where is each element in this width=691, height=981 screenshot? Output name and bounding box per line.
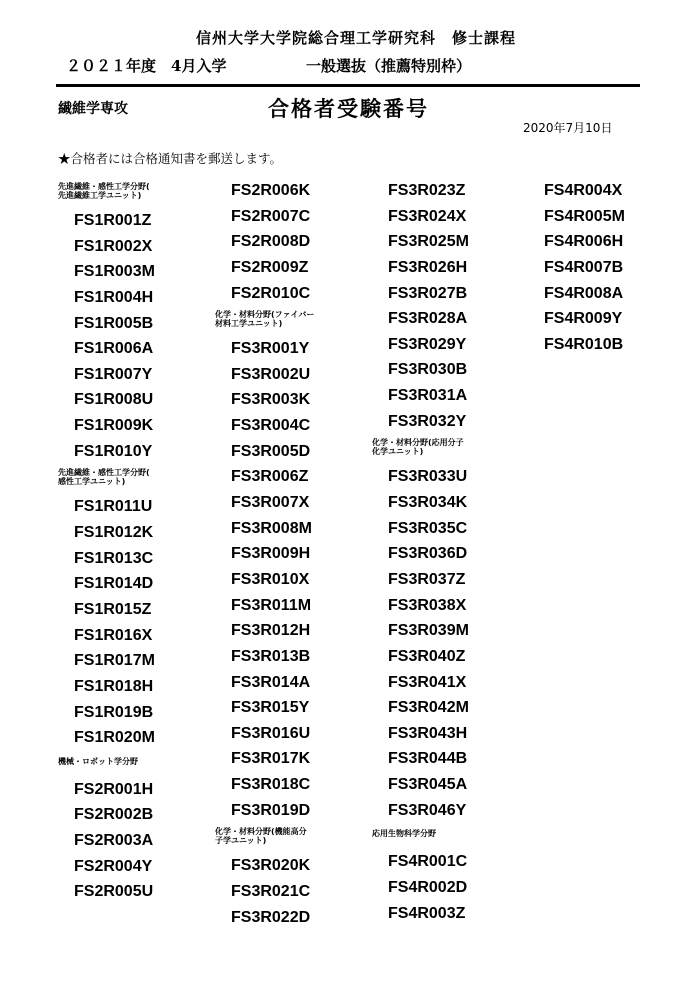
candidate-number: FS3R008M — [231, 519, 312, 537]
candidate-number: FS3R017K — [231, 750, 311, 768]
candidate-number: FS1R011U — [74, 498, 153, 516]
candidate-number: FS3R001Y — [231, 340, 310, 358]
candidate-number: FS3R010X — [231, 570, 310, 588]
candidate-number: FS3R016U — [231, 724, 311, 742]
candidate-number: FS3R024X — [388, 207, 467, 225]
candidate-number: FS3R043H — [388, 724, 468, 742]
candidate-number: FS3R018C — [231, 776, 311, 794]
field-group-label: 化学・材料分野(機能高分 子学ユニット) — [215, 827, 307, 846]
candidate-number: FS3R034K — [388, 494, 468, 512]
candidate-number: FS4R005M — [544, 207, 625, 225]
candidate-number: FS1R001Z — [74, 212, 152, 229]
candidate-number: FS3R026H — [388, 258, 468, 276]
candidate-number: FS1R016X — [74, 626, 153, 644]
candidate-number: FS3R009H — [231, 545, 311, 563]
number-column-1 — [58, 178, 208, 905]
candidate-number: FS1R019B — [74, 703, 154, 721]
candidate-number: FS2R001H — [74, 780, 154, 798]
candidate-number: FS3R021C — [231, 883, 311, 901]
candidate-number: FS1R006A — [74, 340, 154, 358]
candidate-number: FS2R002B — [74, 806, 154, 824]
candidate-number: FS3R029Y — [388, 335, 467, 353]
candidate-number: FS3R041X — [388, 673, 467, 691]
field-group-label: 応用生物科学分野 — [372, 829, 436, 839]
candidate-number: FS4R010B — [544, 335, 624, 353]
candidate-number: FS1R009K — [74, 417, 154, 435]
candidate-number: FS3R025M — [388, 233, 469, 251]
field-group-label: 化学・材料分野(ファイバー 材料工学ユニット) — [215, 310, 315, 329]
candidate-number: FS3R014A — [231, 673, 311, 691]
candidate-number: FS3R035C — [388, 519, 468, 537]
release-date: 2020年7月10日 — [523, 121, 613, 135]
header-rule — [56, 84, 640, 87]
candidate-number: FS1R007Y — [74, 365, 153, 383]
candidate-number: FS2R010C — [231, 284, 311, 302]
number-column-3 — [372, 178, 522, 926]
candidate-number: FS2R009Z — [231, 258, 309, 276]
candidate-number: FS3R013B — [231, 647, 311, 665]
candidate-number: FS2R006K — [231, 182, 311, 199]
candidate-number: FS1R004H — [74, 288, 154, 306]
candidate-number: FS1R003M — [74, 263, 155, 281]
candidate-number: FS3R031A — [388, 387, 468, 405]
candidate-number: FS3R038X — [388, 596, 467, 614]
candidate-number: FS3R039M — [388, 622, 469, 640]
field-group-label: 化学・材料分野(応用分子 化学ユニット) — [372, 438, 464, 457]
candidate-number: FS3R020K — [231, 857, 311, 875]
candidate-number: FS1R008U — [74, 391, 154, 409]
notice-text: ★合格者には合格通知書を郵送します。 — [58, 151, 283, 166]
candidate-number: FS2R004Y — [74, 857, 153, 875]
candidate-number: FS3R003K — [231, 391, 311, 409]
candidate-number: FS2R007C — [231, 207, 311, 225]
candidate-number: FS3R028A — [388, 310, 468, 328]
number-column-4 — [528, 178, 678, 357]
candidate-number: FS3R042M — [388, 699, 469, 717]
candidate-number: FS2R005U — [74, 883, 154, 901]
candidate-number: FS1R015Z — [74, 600, 152, 618]
field-group-label: 機械・ロボット学分野 — [58, 756, 138, 766]
page-title: 合格者受験番号 — [268, 96, 429, 121]
header-line-1: 信州大学大学院総合理工学研究科 修士課程 — [196, 29, 517, 47]
candidate-number: FS3R040Z — [388, 647, 466, 665]
candidate-number: FS3R045A — [388, 776, 468, 794]
header-year: ２０２１年度 4月入学 — [66, 57, 227, 75]
candidate-number: FS3R022D — [231, 908, 311, 926]
candidate-number: FS4R008A — [544, 284, 624, 302]
candidate-number: FS3R019D — [231, 801, 311, 819]
candidate-number: FS3R015Y — [231, 699, 310, 717]
candidate-number: FS4R002D — [388, 879, 468, 897]
candidate-number: FS4R006H — [544, 233, 624, 251]
candidate-number: FS3R002U — [231, 365, 311, 383]
candidate-number: FS3R046Y — [388, 801, 467, 819]
candidate-number: FS1R020M — [74, 729, 155, 747]
candidate-number: FS3R036D — [388, 545, 468, 563]
candidate-number: FS3R005D — [231, 442, 311, 460]
candidate-number: FS3R007X — [231, 494, 310, 512]
candidate-number: FS3R030B — [388, 361, 468, 379]
header-selection-type: 一般選抜（推薦特別枠） — [306, 57, 472, 75]
candidate-number: FS4R001C — [388, 853, 468, 871]
candidate-number: FS3R027B — [388, 284, 468, 302]
candidate-number: FS3R012H — [231, 622, 311, 640]
candidate-number: FS1R014D — [74, 575, 154, 593]
candidate-number: FS3R044B — [388, 750, 468, 768]
candidate-number: FS1R013C — [74, 549, 154, 567]
candidate-number: FS4R004X — [544, 182, 623, 199]
field-group-label: 先進繊維・感性工学分野( 感性工学ユニット) — [58, 468, 150, 487]
candidate-number: FS1R012K — [74, 524, 154, 542]
candidate-number: FS2R003A — [74, 832, 154, 850]
candidate-number: FS1R018H — [74, 677, 154, 695]
number-column-2 — [215, 178, 365, 930]
candidate-number: FS1R005B — [74, 314, 154, 332]
candidate-number: FS3R033U — [388, 468, 468, 486]
department-name: 繊維学専攻 — [58, 101, 128, 117]
candidate-number: FS1R017M — [74, 652, 155, 670]
candidate-number: FS4R009Y — [544, 310, 623, 328]
field-group-label: 先進繊維・感性工学分野( 先進繊維工学ユニット) — [58, 182, 150, 200]
candidate-number: FS3R032Y — [388, 412, 467, 430]
candidate-number: FS2R008D — [231, 233, 311, 251]
candidate-number: FS4R003Z — [388, 904, 466, 922]
candidate-number: FS4R007B — [544, 258, 624, 276]
candidate-number: FS3R011M — [231, 596, 312, 614]
candidate-number: FS3R006Z — [231, 468, 309, 486]
candidate-number: FS3R023Z — [388, 182, 466, 199]
candidate-number: FS3R037Z — [388, 570, 466, 588]
candidate-number: FS1R002X — [74, 237, 153, 255]
candidate-number: FS3R004C — [231, 417, 311, 435]
candidate-number: FS1R010Y — [74, 442, 153, 460]
